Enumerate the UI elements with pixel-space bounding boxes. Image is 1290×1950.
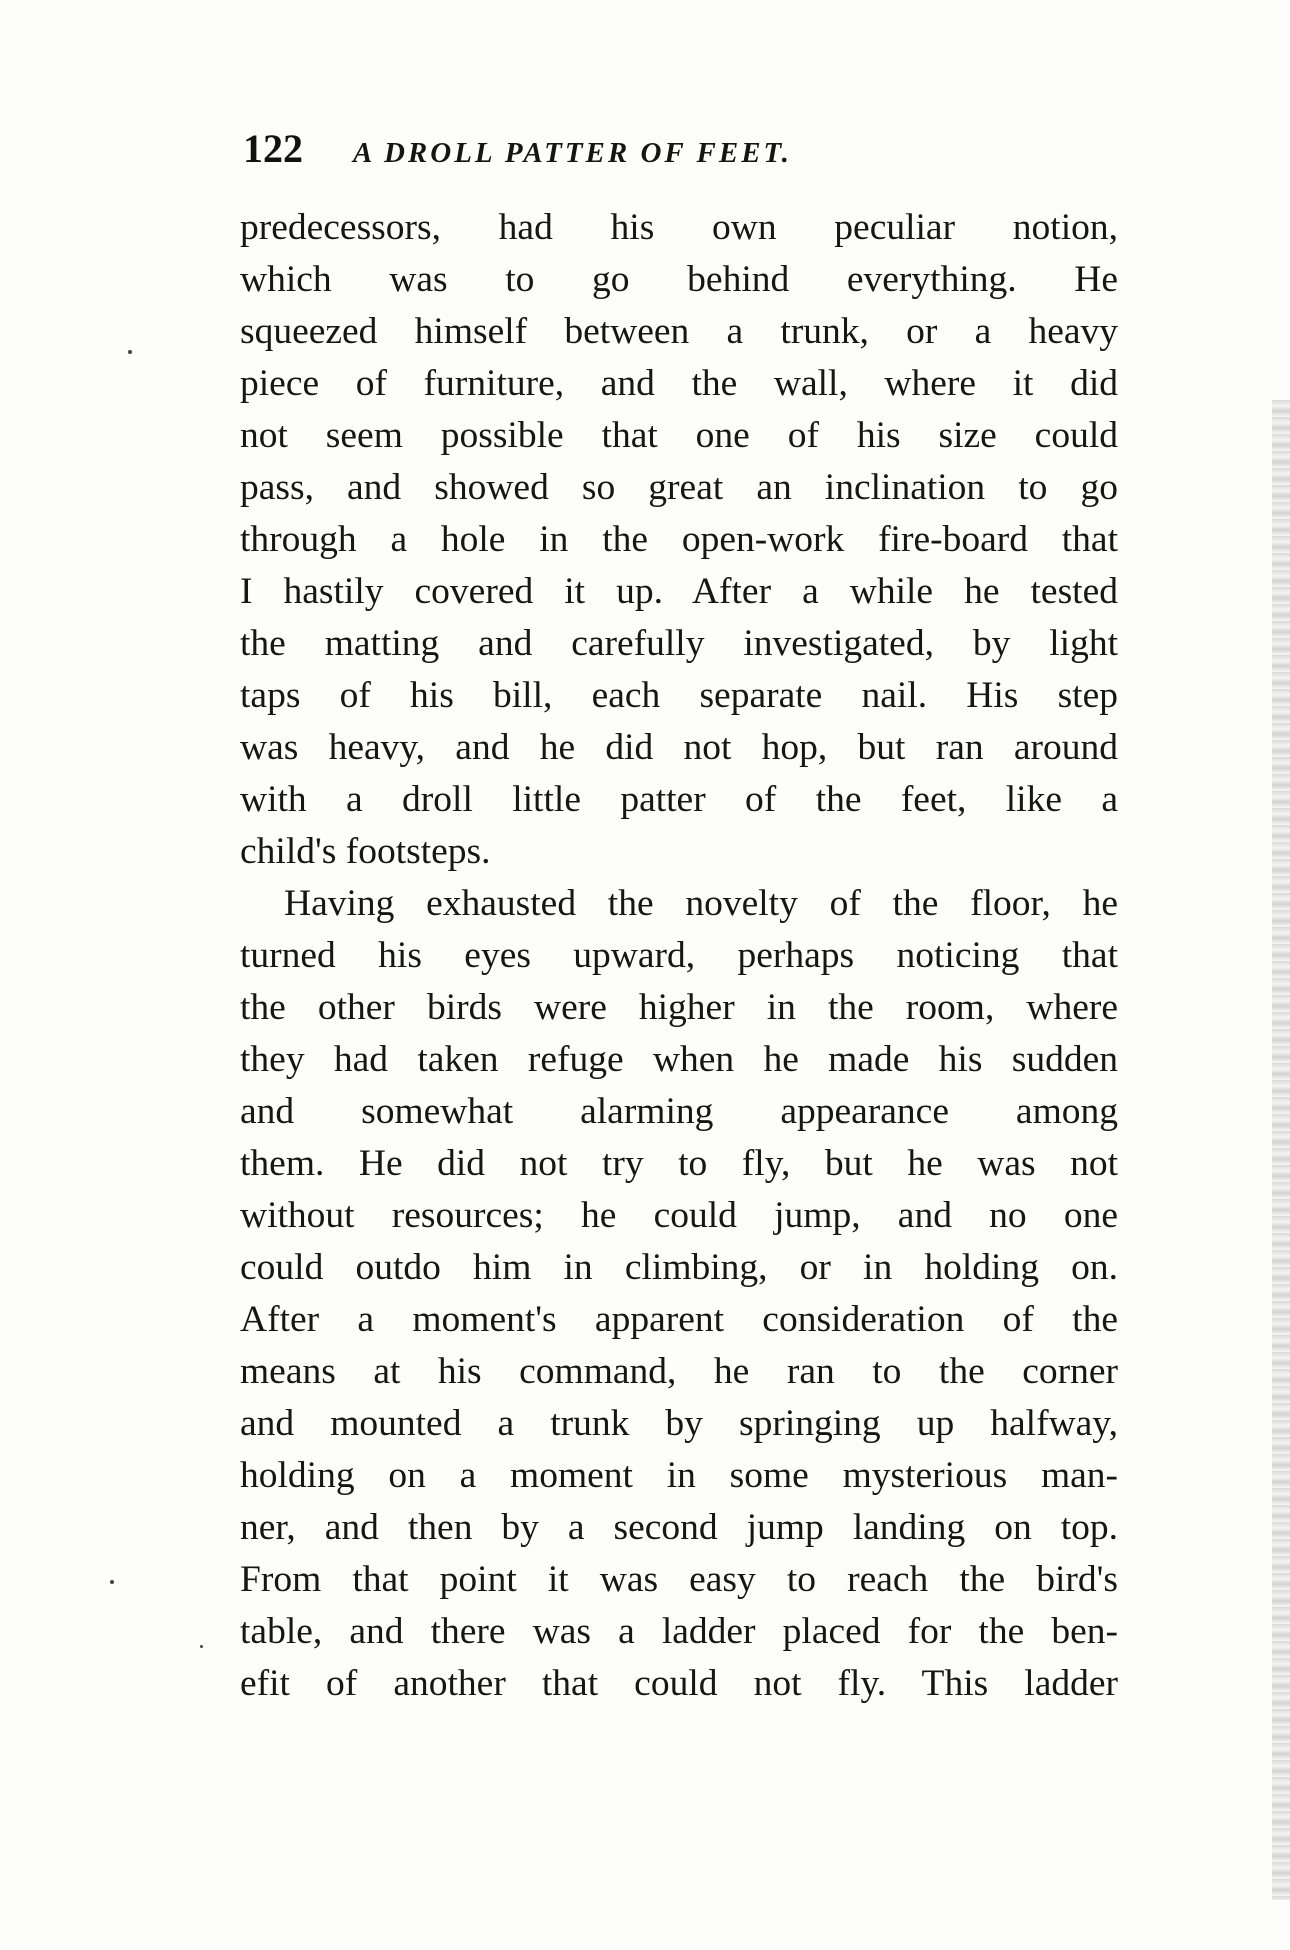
- text-line: means at his command, he ran to the corner: [240, 1351, 1118, 1392]
- text-line: they had taken refuge when he made his sudden: [240, 1039, 1118, 1080]
- text-line: and mounted a trunk by springing up halfway,: [240, 1403, 1118, 1444]
- text-line: which was to go behind everything. He: [240, 259, 1118, 300]
- text-line: ner, and then by a second jump landing on top.: [240, 1507, 1118, 1548]
- text-line: pass, and showed so great an inclination to go: [240, 467, 1118, 508]
- text-line: child's footsteps.: [240, 831, 491, 872]
- page-number: 122: [243, 126, 303, 171]
- text-line: piece of furniture, and the wall, where it did: [240, 363, 1118, 404]
- text-line: with a droll little patter of the feet, like a: [240, 779, 1118, 820]
- text-line: could outdo him in climbing, or in holding on.: [240, 1247, 1118, 1288]
- text-line: From that point it was easy to reach the bird's: [240, 1559, 1118, 1600]
- body-text: [240, 202, 1118, 1710]
- paper-speck: [128, 350, 132, 354]
- text-line: predecessors, had his own peculiar notion,: [240, 207, 1118, 248]
- text-line: the matting and carefully investigated, by light: [240, 623, 1118, 664]
- text-line: holding on a moment in some mysterious man-: [240, 1455, 1118, 1496]
- text-line: squeezed himself between a trunk, or a heavy: [240, 311, 1118, 352]
- paper-speck: [110, 1580, 114, 1584]
- text-line: turned his eyes upward, perhaps noticing that: [240, 935, 1118, 976]
- text-line: was heavy, and he did not hop, but ran around: [240, 727, 1118, 768]
- text-line: not seem possible that one of his size could: [240, 415, 1118, 456]
- text-line: them. He did not try to fly, but he was not: [240, 1143, 1118, 1184]
- page-edge-shadow: [1272, 400, 1290, 1900]
- text-line: without resources; he could jump, and no one: [240, 1195, 1118, 1236]
- text-line: the other birds were higher in the room, where: [240, 987, 1118, 1028]
- running-title: A DROLL PATTER OF FEET.: [353, 137, 792, 169]
- paper-speck: [200, 1645, 203, 1648]
- text-line: table, and there was a ladder placed for the ben-: [240, 1611, 1118, 1652]
- text-line: and somewhat alarming appearance among: [240, 1091, 1118, 1132]
- text-line: After a moment's apparent consideration of the: [240, 1299, 1118, 1340]
- text-line: Having exhausted the novelty of the floor, he: [284, 883, 1118, 924]
- text-line: through a hole in the open-work fire-board that: [240, 519, 1118, 560]
- text-line: efit of another that could not fly. This ladder: [240, 1663, 1118, 1704]
- paragraph-2: [240, 878, 1118, 1710]
- text-line: I hastily covered it up. After a while he tested: [240, 571, 1118, 612]
- running-head: [243, 125, 1123, 185]
- text-line: taps of his bill, each separate nail. His step: [240, 675, 1118, 716]
- paragraph-1: [240, 202, 1118, 878]
